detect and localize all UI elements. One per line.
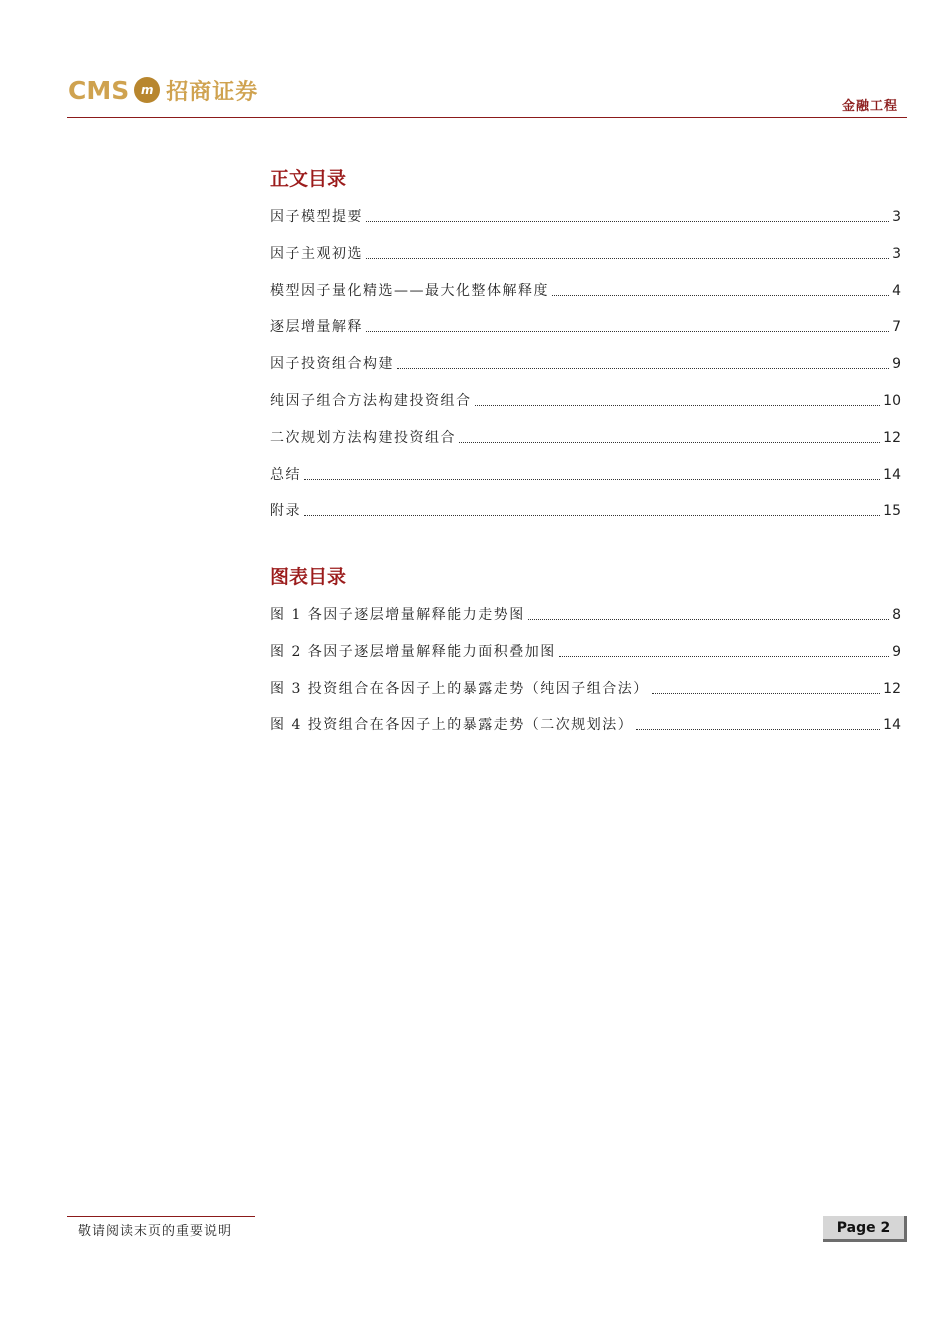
toc-item-page-number: 15: [883, 503, 901, 520]
toc-item-label: 附录: [270, 503, 301, 520]
logo-badge-text: m: [140, 83, 154, 97]
figure-list: [270, 604, 901, 736]
toc-item-label: 因子主观初选: [270, 245, 363, 262]
toc-item-label: 因子投资组合构建: [270, 356, 394, 373]
figure-toc-item-label: 图 2 各因子逐层增量解释能力面积叠加图: [270, 643, 556, 660]
toc-item[interactable]: [270, 353, 901, 375]
figure-toc-title: 图表目录: [270, 566, 347, 588]
figure-toc-item-page-number: 8: [892, 607, 901, 623]
footer-divider: [67, 1216, 255, 1217]
toc-item[interactable]: [270, 280, 901, 302]
toc-list: [270, 206, 901, 522]
department-label: 金融工程: [841, 99, 898, 114]
toc-item-page-number: 14: [883, 466, 901, 483]
figure-toc-item[interactable]: [270, 641, 901, 663]
toc-item-label: 逐层增量解释: [270, 319, 363, 336]
figure-toc-item[interactable]: [270, 604, 901, 626]
toc-item-label: 因子模型提要: [270, 209, 363, 225]
dot-leader: [366, 258, 889, 259]
toc-item-page-number: 4: [892, 282, 901, 299]
page-header: [0, 0, 950, 120]
toc-item-page-number: 9: [892, 356, 901, 373]
dot-leader: [397, 368, 889, 369]
toc-item-page-number: 12: [883, 429, 901, 446]
toc-item-label: 二次规划方法构建投资组合: [270, 429, 456, 446]
dot-leader: [459, 442, 880, 443]
figure-toc-item-label: 图 1 各因子逐层增量解释能力走势图: [270, 607, 525, 623]
dot-leader: [528, 619, 889, 620]
dot-leader: [366, 221, 889, 222]
toc-item[interactable]: [270, 390, 901, 412]
cms-logo: [68, 72, 258, 108]
logo-badge-icon: [134, 77, 160, 103]
figure-toc-item-page-number: 9: [892, 643, 901, 660]
dot-leader: [552, 295, 889, 296]
toc-item-page-number: 10: [883, 392, 901, 409]
figure-toc-item[interactable]: [270, 678, 901, 700]
toc-item[interactable]: [270, 243, 901, 265]
footer-note: 敬请阅读末页的重要说明: [78, 1224, 233, 1239]
dot-leader: [304, 479, 880, 480]
toc-item-label: 纯因子组合方法构建投资组合: [270, 392, 472, 409]
figure-toc-item-page-number: 12: [883, 680, 901, 697]
figure-toc: [270, 564, 901, 751]
toc-item-label: 模型因子量化精选——最大化整体解释度: [270, 282, 549, 299]
dot-leader: [652, 693, 880, 694]
toc-item[interactable]: [270, 427, 901, 449]
figure-toc-item[interactable]: [270, 714, 901, 736]
figure-toc-item-label: 图 4 投资组合在各因子上的暴露走势（二次规划法）: [270, 717, 634, 734]
dot-leader: [366, 331, 889, 332]
toc-item-page-number: 7: [892, 319, 901, 336]
header-divider: [67, 117, 907, 118]
toc-title: 正文目录: [270, 168, 347, 190]
dot-leader: [636, 729, 880, 730]
dot-leader: [475, 405, 881, 406]
toc-item[interactable]: [270, 464, 901, 486]
figure-toc-item-page-number: 14: [883, 717, 901, 734]
main-toc: [270, 166, 901, 537]
toc-item-label: 总结: [270, 466, 301, 483]
toc-item-page-number: 3: [892, 245, 901, 262]
toc-item-page-number: 3: [892, 209, 901, 225]
dot-leader: [304, 515, 880, 516]
logo-chinese: 招商证券: [166, 79, 259, 105]
figure-toc-item-label: 图 3 投资组合在各因子上的暴露走势（纯因子组合法）: [270, 680, 649, 697]
toc-item[interactable]: [270, 500, 901, 522]
dot-leader: [559, 656, 889, 657]
toc-item[interactable]: [270, 206, 901, 228]
toc-item[interactable]: [270, 316, 901, 338]
logo-latin: CMS: [68, 75, 130, 105]
page-number-badge: Page 2: [823, 1216, 907, 1242]
